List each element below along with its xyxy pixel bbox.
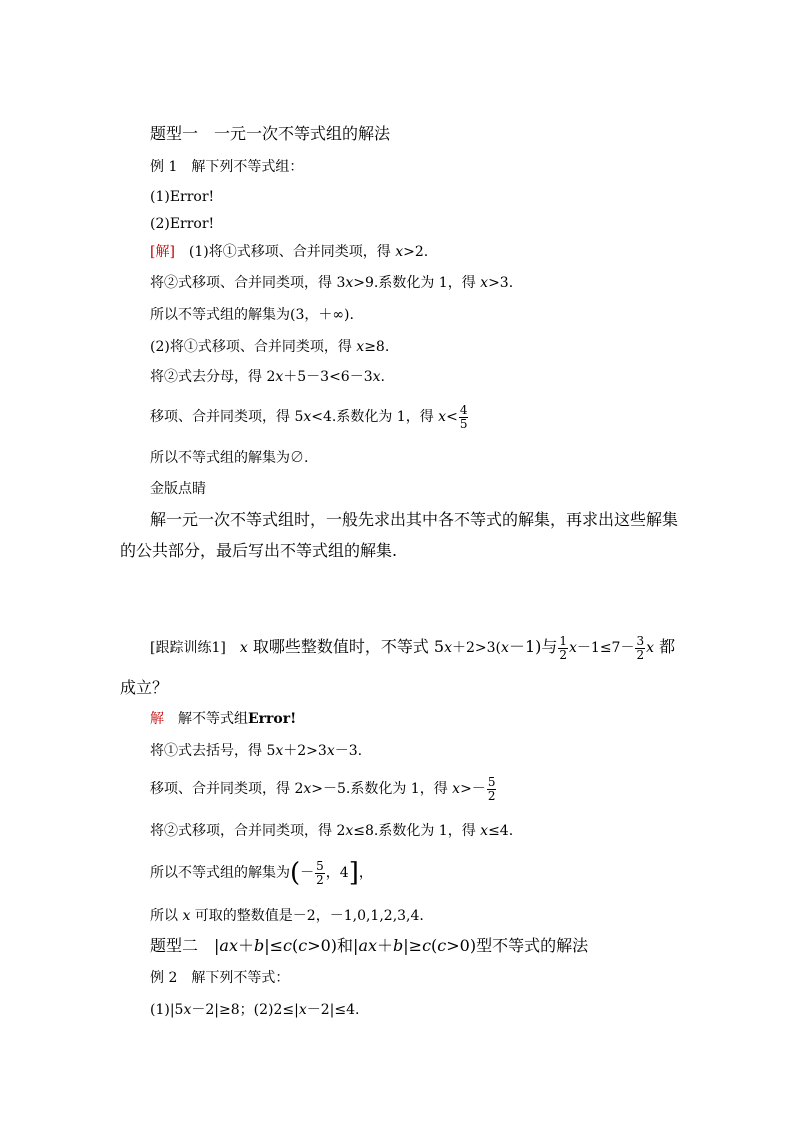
solution-1-line-1: [解] (1)将①式移项、合并同类项，得 x>2. [150, 244, 429, 260]
practice-question-line-2: 成立？ [120, 678, 169, 697]
practice-solution-tag: 解 [150, 711, 164, 727]
practice-solution-line-4: 将②式移项，合并同类项，得 2x≤8.系数化为 1，得 x≤4. [150, 823, 514, 839]
example-1-question-1: (1)Error! [150, 189, 215, 205]
summary-line-2: 的公共部分，最后写出不等式组的解集. [120, 541, 398, 560]
practice-question-line-1: [跟踪训练1] x 取哪些整数值时，不等式 5x＋2>3(x－1)与 $\frac{1}{2}$ x－1≤7－ $\frac{3}{2}$ x 都 [150, 633, 676, 662]
fraction-5-2: $\frac{5}{2}$ [487, 774, 496, 803]
section-title-2: 题型二 |ax＋b|≤c(c>0)和|ax＋b|≥c(c>0)型不等式的解法 [150, 936, 589, 955]
example-1-label: 例 1 解下列不等式组： [150, 159, 304, 175]
solution-1-line-6: 移项、合并同类项，得 5x<4.系数化为 1，得 x< $\frac{4}{5}$ [150, 402, 468, 431]
example-1-question-2: (2)Error! [150, 216, 215, 232]
solution-1-line-4: (2)将①式移项、合并同类项，得 x≥8. [150, 339, 390, 355]
practice-solution-line-1: 解 解不等式组Error! [150, 711, 297, 727]
practice-solution-line-3: 移项、合并同类项，得 2x>－5.系数化为 1，得 x>－ $\frac{5}{2}$ [150, 774, 496, 803]
summary-line-1: 解一元一次不等式组时，一般先求出其中各不等式的解集，再求出这些解集 [150, 510, 679, 529]
fraction-4-5: $\frac{4}{5}$ [459, 402, 468, 431]
practice-solution-line-2: 将①式去括号，得 5x＋2>3x－3. [150, 743, 363, 759]
solution-1-line-2: 将②式移项、合并同类项，得 3x>9.系数化为 1，得 x>3. [150, 275, 514, 291]
practice-solution-line-6: 所以 x 可取的整数值是－2，－1,0,1,2,3,4. [150, 908, 424, 924]
fraction-neg-5-2: $\frac{5}{2}$ [316, 858, 324, 887]
fraction-1-2: $\frac{1}{2}$ [559, 633, 568, 662]
solution-1-line-7: 所以不等式组的解集为∅. [150, 450, 309, 466]
fraction-3-2: $\frac{3}{2}$ [636, 633, 645, 662]
practice-solution-line-5: 所以不等式组的解集为(－ $\frac{5}{2}$ ，4]， [150, 858, 373, 888]
solution-1-line-5: 将②式去分母，得 2x＋5－3<6－3x. [150, 369, 385, 385]
section-title-1: 题型一 一元一次不等式组的解法 [150, 124, 391, 143]
solution-1-line-3: 所以不等式组的解集为(3，＋∞). [150, 307, 354, 323]
solution-tag: [解] [150, 244, 175, 260]
practice-tag: [跟踪训练1] [150, 640, 226, 656]
example-2-label: 例 2 解下列不等式： [150, 970, 290, 986]
example-2-questions: (1)|5x－2|≥8；(2)2≤|x－2|≤4. [150, 1002, 360, 1018]
summary-title: 金版点睛 [150, 481, 206, 497]
